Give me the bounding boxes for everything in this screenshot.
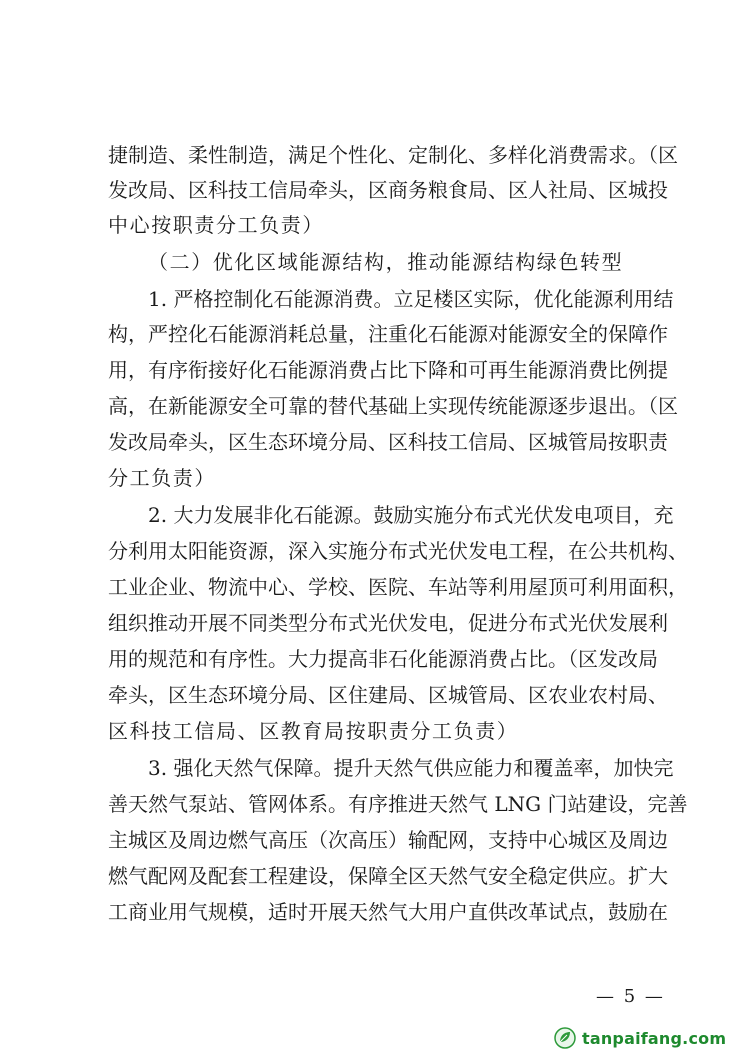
page-number: — 5 — — [596, 986, 665, 1007]
watermark-text: tanpaifang.com — [582, 1028, 727, 1048]
text-line: 构，严控化石能源消耗总量，注重化石能源对能源安全的保障作 — [108, 322, 668, 346]
text-line: 发改局牵头，区生态环境分局、区科技工信局、区城管局按职责 — [108, 430, 668, 454]
section-heading: （二）优化区域能源结构，推动能源结构绿色转型 — [148, 250, 624, 274]
watermark — [554, 1026, 726, 1050]
text-line: 组织推动开展不同类型分布式光伏发电，促进分布式光伏发展利 — [108, 611, 668, 635]
text-line: 高，在新能源安全可靠的替代基础上实现传统能源逐步退出。（区 — [108, 394, 678, 418]
text-line: 工商业用气规模，适时开展天然气大用户直供改革试点，鼓励在 — [108, 900, 668, 924]
text-line: 中心按职责分工负责） — [108, 213, 324, 237]
text-line: 牵头，区生态环境分局、区住建局、区城管局、区农业农村局、 — [108, 683, 668, 707]
text-line: 善天然气泵站、管网体系。有序推进天然气 LNG 门站建设，完善 — [108, 792, 688, 816]
text-line: 区科技工信局、区教育局按职责分工负责） — [108, 719, 519, 743]
text-line: 捷制造、柔性制造，满足个性化、定制化、多样化消费需求。（区 — [108, 143, 678, 167]
text-line: 1. 严格控制化石能源消费。立足楼区实际，优化能源利用结 — [148, 287, 674, 311]
text-line: 用的规范和有序性。大力提高非石化能源消费占比。（区发改局 — [108, 647, 658, 671]
text-line: 燃气配网及配套工程建设，保障全区天然气安全稳定供应。扩大 — [108, 864, 668, 888]
text-line: 工业企业、物流中心、学校、医院、车站等利用屋顶可利用面积， — [108, 575, 688, 599]
text-line: 发改局、区科技工信局牵头，区商务粮食局、区人社局、区城投 — [108, 178, 668, 202]
text-line: 分利用太阳能资源，深入实施分布式光伏发电工程，在公共机构、 — [108, 539, 688, 563]
text-line: 主城区及周边燃气高压（次高压）输配网，支持中心城区及周边 — [108, 828, 668, 852]
leaf-logo-icon — [554, 1027, 576, 1049]
text-line: 3. 强化天然气保障。提升天然气供应能力和覆盖率，加快完 — [148, 756, 674, 780]
text-line: 分工负责） — [108, 466, 216, 490]
text-line: 用，有序衔接好化石能源消费占比下降和可再生能源消费比例提 — [108, 358, 668, 382]
text-line: 2. 大力发展非化石能源。鼓励实施分布式光伏发电项目，充 — [148, 503, 674, 527]
